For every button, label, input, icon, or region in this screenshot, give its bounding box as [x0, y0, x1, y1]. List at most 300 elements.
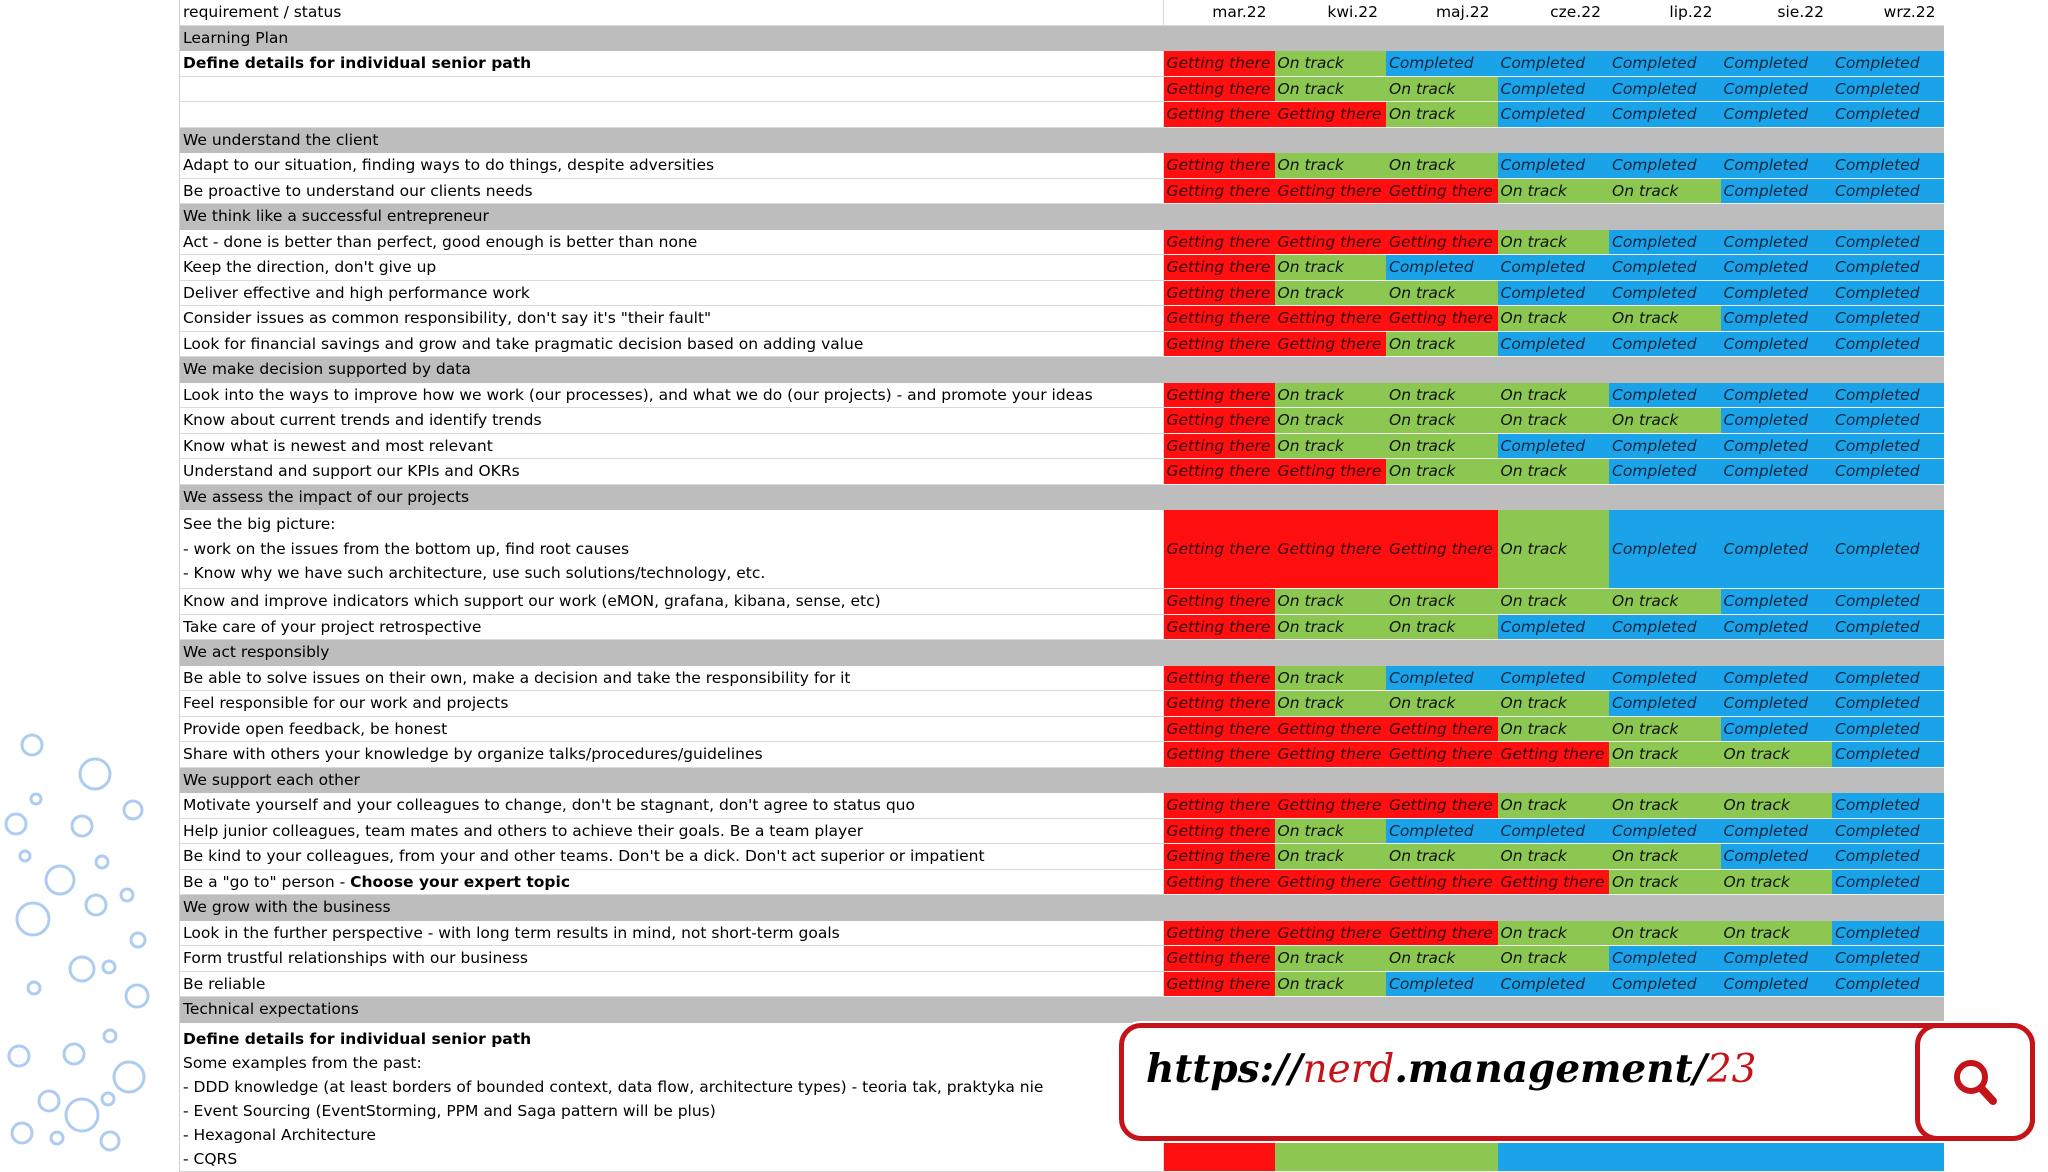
section-header-row [180, 25, 1944, 51]
status-cell: Completed [1498, 614, 1610, 640]
status-cell: Completed [1721, 589, 1833, 615]
table-row [180, 178, 1944, 204]
status-cell: Getting there [1163, 844, 1275, 870]
url-text[interactable] [1146, 1046, 1756, 1092]
section-title: We understand the client [180, 127, 1944, 153]
table-row [180, 306, 1944, 332]
status-cell: Completed [1498, 280, 1610, 306]
requirement-cell [180, 178, 1163, 204]
status-cell: On track [1498, 716, 1610, 742]
status-cell: On track [1609, 742, 1721, 768]
status-cell: On track [1498, 691, 1610, 717]
status-cell: Getting there [1386, 510, 1498, 589]
status-cell: On track [1498, 946, 1610, 972]
requirement-text: Deliver effective and high performance work [183, 283, 530, 302]
status-cell: Completed [1832, 229, 1944, 255]
requirement-cell [180, 102, 1163, 128]
status-cell: Getting there [1163, 971, 1275, 997]
status-cell: On track [1386, 153, 1498, 179]
status-cell: On track [1275, 255, 1387, 281]
status-cell: Getting there [1163, 946, 1275, 972]
status-cell: On track [1386, 433, 1498, 459]
table-row [180, 229, 1944, 255]
status-cell: Completed [1832, 946, 1944, 972]
status-cell: On track [1386, 331, 1498, 357]
requirement-cell [180, 691, 1163, 717]
status-cell: Completed [1832, 382, 1944, 408]
status-cell: On track [1498, 920, 1610, 946]
status-cell: On track [1275, 691, 1387, 717]
status-cell: Getting there [1275, 793, 1387, 819]
status-cell: On track [1275, 408, 1387, 434]
requirement-text: Consider issues as common responsibility, don't say it's "their fault" [183, 309, 712, 328]
status-cell: On track [1386, 946, 1498, 972]
status-cell: Getting there [1163, 229, 1275, 255]
month-header: mar.22 [1163, 0, 1275, 25]
requirement-cell [180, 742, 1163, 768]
requirement-cell [180, 229, 1163, 255]
status-cell: On track [1721, 742, 1833, 768]
requirement-text: Provide open feedback, be honest [183, 719, 448, 738]
requirement-cell [180, 716, 1163, 742]
table-row [180, 691, 1944, 717]
section-title: We think like a successful entrepreneur [180, 204, 1944, 230]
status-cell: Completed [1721, 510, 1833, 589]
status-cell: On track [1498, 844, 1610, 870]
status-cell: On track [1609, 869, 1721, 895]
status-cell: On track [1386, 614, 1498, 640]
requirement-cell [180, 331, 1163, 357]
status-cell: Getting there [1386, 306, 1498, 332]
status-cell: Getting there [1275, 716, 1387, 742]
table-row [180, 102, 1944, 128]
status-cell: Getting there [1163, 510, 1275, 589]
requirement-text: Look into the ways to improve how we work (our processes), and what we do (our projects) - and promote your ideas [183, 385, 1093, 404]
month-header: cze.22 [1498, 0, 1610, 25]
table-row [180, 716, 1944, 742]
table-row [180, 331, 1944, 357]
status-cell: Completed [1721, 691, 1833, 717]
requirement-text: Feel responsible for our work and projects [183, 694, 509, 713]
status-cell: On track [1386, 76, 1498, 102]
status-cell: Completed [1832, 510, 1944, 589]
status-cell: Completed [1609, 665, 1721, 691]
status-cell: On track [1386, 844, 1498, 870]
table-row [180, 971, 1944, 997]
status-cell: Completed [1609, 510, 1721, 589]
search-button[interactable] [1915, 1023, 2035, 1141]
status-cell: Getting there [1163, 459, 1275, 485]
status-cell: Completed [1721, 665, 1833, 691]
status-cell: Completed [1386, 665, 1498, 691]
table-row [180, 76, 1944, 102]
requirement-cell [180, 306, 1163, 332]
table-body [180, 0, 1944, 1171]
status-cell: On track [1498, 306, 1610, 332]
section-header-row [180, 127, 1944, 153]
table-row [180, 793, 1944, 819]
status-cell: Getting there [1163, 306, 1275, 332]
status-cell: Getting there [1163, 818, 1275, 844]
status-cell: On track [1498, 408, 1610, 434]
section-title: We assess the impact of our projects [180, 484, 1944, 510]
status-cell: On track [1609, 716, 1721, 742]
status-cell: Getting there [1386, 793, 1498, 819]
status-cell: On track [1275, 665, 1387, 691]
requirement-text: Be able to solve issues on their own, make a decision and take the responsibility for it [183, 668, 851, 687]
status-cell: Completed [1832, 408, 1944, 434]
status-cell: Getting there [1163, 331, 1275, 357]
status-cell: Getting there [1163, 153, 1275, 179]
status-cell: Getting there [1386, 920, 1498, 946]
bubbles-decoration [0, 720, 170, 1152]
status-cell: On track [1386, 102, 1498, 128]
status-cell: Completed [1832, 433, 1944, 459]
section-header-row [180, 895, 1944, 921]
status-cell: Getting there [1275, 920, 1387, 946]
status-cell: On track [1386, 382, 1498, 408]
status-cell: Getting there [1498, 869, 1610, 895]
requirement-cell [180, 51, 1163, 77]
status-cell: Completed [1609, 229, 1721, 255]
status-cell: Completed [1721, 382, 1833, 408]
status-cell: Getting there [1163, 793, 1275, 819]
status-cell: Completed [1386, 255, 1498, 281]
section-title: We support each other [180, 767, 1944, 793]
month-header: kwi.22 [1275, 0, 1387, 25]
status-cell: Completed [1832, 280, 1944, 306]
requirement-text: See the big picture: - work on the issues from the bottom up, find root causes - Know why we have such architecture, use such solutions/technology, etc. [183, 515, 766, 582]
status-cell: Completed [1721, 178, 1833, 204]
status-cell: Completed [1609, 280, 1721, 306]
status-cell: Completed [1832, 742, 1944, 768]
status-cell: Completed [1498, 76, 1610, 102]
section-header-row [180, 484, 1944, 510]
status-cell: Getting there [1163, 102, 1275, 128]
header-requirement-label: requirement / status [180, 0, 1163, 25]
table-row [180, 844, 1944, 870]
status-cell: Getting there [1163, 433, 1275, 459]
status-cell: Getting there [1275, 742, 1387, 768]
status-cell: Getting there [1163, 869, 1275, 895]
section-title: Technical expectations [180, 997, 1944, 1023]
status-cell: Completed [1721, 331, 1833, 357]
requirement-text: Form trustful relationships with our business [183, 949, 528, 968]
requirements-table [180, 0, 1944, 1172]
status-cell: Getting there [1275, 229, 1387, 255]
section-header-row [180, 357, 1944, 383]
status-cell: Getting there [1163, 76, 1275, 102]
requirement-cell [180, 614, 1163, 640]
status-spreadsheet [179, 0, 1936, 1172]
status-cell: Completed [1721, 102, 1833, 128]
status-cell: Completed [1498, 255, 1610, 281]
section-header-row [180, 640, 1944, 666]
status-cell: On track [1721, 920, 1833, 946]
status-cell: Getting there [1163, 255, 1275, 281]
status-cell: On track [1609, 306, 1721, 332]
month-header: maj.22 [1386, 0, 1498, 25]
status-cell: Completed [1609, 102, 1721, 128]
status-cell: Completed [1832, 665, 1944, 691]
status-cell: On track [1498, 793, 1610, 819]
status-cell: Completed [1609, 946, 1721, 972]
status-cell: Getting there [1163, 920, 1275, 946]
status-cell: Completed [1721, 971, 1833, 997]
status-cell: Getting there [1163, 51, 1275, 77]
section-title: We make decision supported by data [180, 357, 1944, 383]
requirement-cell [180, 459, 1163, 485]
status-cell: Completed [1721, 255, 1833, 281]
requirement-text: Help junior colleagues, team mates and others to achieve their goals. Be a team player [183, 821, 864, 840]
status-cell: Completed [1832, 793, 1944, 819]
requirement-text: Some examples from the past: - DDD knowledge (at least borders of bounded context, data flow, architecture types) - teoria tak, praktyka nie - Event Sourcing (EventStorming, PPM and Saga pattern will be plus) - Hexagonal Architecture - CQRS [183, 1053, 1044, 1168]
status-cell: On track [1386, 691, 1498, 717]
requirement-cell [180, 589, 1163, 615]
status-cell: Completed [1832, 691, 1944, 717]
table-row [180, 920, 1944, 946]
section-header-row [180, 204, 1944, 230]
table-row [180, 589, 1944, 615]
requirement-cell [180, 76, 1163, 102]
section-title: We grow with the business [180, 895, 1944, 921]
status-cell: Getting there [1163, 665, 1275, 691]
status-cell: Completed [1721, 844, 1833, 870]
status-cell: On track [1386, 280, 1498, 306]
table-row [180, 280, 1944, 306]
status-cell: Completed [1498, 433, 1610, 459]
status-cell: Completed [1609, 331, 1721, 357]
status-cell: Completed [1721, 946, 1833, 972]
status-cell: Completed [1609, 51, 1721, 77]
requirement-text: Keep the direction, don't give up [183, 258, 437, 277]
status-cell: Completed [1609, 971, 1721, 997]
status-cell: On track [1721, 869, 1833, 895]
header-row [180, 0, 1944, 25]
requirement-text: Be a "go to" person - [183, 872, 351, 891]
status-cell: On track [1386, 459, 1498, 485]
status-cell: On track [1386, 408, 1498, 434]
status-cell: Completed [1498, 665, 1610, 691]
status-cell: Completed [1721, 433, 1833, 459]
status-cell: Completed [1832, 76, 1944, 102]
status-cell: On track [1275, 153, 1387, 179]
status-cell: On track [1275, 946, 1387, 972]
status-cell: On track [1275, 614, 1387, 640]
table-row [180, 51, 1944, 77]
status-cell: On track [1275, 971, 1387, 997]
status-cell: On track [1498, 229, 1610, 255]
status-cell: Getting there [1163, 382, 1275, 408]
status-cell: Completed [1609, 153, 1721, 179]
status-cell: Completed [1609, 459, 1721, 485]
status-cell: Getting there [1386, 742, 1498, 768]
status-cell: On track [1498, 589, 1610, 615]
status-cell: On track [1609, 844, 1721, 870]
status-cell: On track [1275, 818, 1387, 844]
status-cell: Completed [1832, 716, 1944, 742]
status-cell: Getting there [1163, 589, 1275, 615]
requirement-bold-prefix: Define details for individual senior path [183, 1029, 532, 1048]
month-header: wrz.22 [1832, 0, 1944, 25]
status-cell: Getting there [1275, 331, 1387, 357]
requirement-text: Define details for individual senior path [183, 54, 532, 73]
status-cell: Getting there [1386, 229, 1498, 255]
status-cell: Getting there [1275, 178, 1387, 204]
status-cell: Completed [1721, 306, 1833, 332]
status-cell: Completed [1832, 920, 1944, 946]
status-cell: On track [1721, 793, 1833, 819]
status-cell: Completed [1721, 76, 1833, 102]
requirement-cell [180, 665, 1163, 691]
status-cell: Completed [1721, 229, 1833, 255]
requirement-cell [180, 510, 1163, 589]
status-cell: On track [1275, 382, 1387, 408]
status-cell: Completed [1721, 408, 1833, 434]
status-cell: On track [1498, 178, 1610, 204]
status-cell: Completed [1498, 331, 1610, 357]
requirement-cell [180, 946, 1163, 972]
status-cell: Completed [1721, 818, 1833, 844]
status-cell: On track [1275, 433, 1387, 459]
status-cell: Getting there [1275, 510, 1387, 589]
status-cell: Completed [1832, 844, 1944, 870]
status-cell: Completed [1832, 255, 1944, 281]
requirement-cell [180, 408, 1163, 434]
status-cell: Getting there [1163, 716, 1275, 742]
status-cell: Getting there [1275, 459, 1387, 485]
status-cell: Completed [1609, 614, 1721, 640]
url-prefix: https:// [1146, 1046, 1303, 1092]
requirement-text: Know what is newest and most relevant [183, 436, 493, 455]
status-cell: On track [1609, 589, 1721, 615]
requirement-text: Be reliable [183, 974, 266, 993]
status-cell: On track [1275, 51, 1387, 77]
url-accent: nerd [1302, 1047, 1395, 1092]
status-cell: Getting there [1275, 869, 1387, 895]
status-cell: Getting there [1386, 716, 1498, 742]
requirement-cell [180, 869, 1163, 895]
requirement-text: Be kind to your colleagues, from your and other teams. Don't be a dick. Don't act superior or impatient [183, 847, 985, 866]
status-cell: Completed [1832, 459, 1944, 485]
section-header-row [180, 997, 1944, 1023]
status-cell: Getting there [1275, 306, 1387, 332]
requirement-cell [180, 793, 1163, 819]
table-row [180, 433, 1944, 459]
status-cell: On track [1498, 459, 1610, 485]
section-title: We act responsibly [180, 640, 1944, 666]
status-cell: Completed [1609, 691, 1721, 717]
status-cell: Completed [1609, 433, 1721, 459]
section-header-row [180, 767, 1944, 793]
month-header: lip.22 [1609, 0, 1721, 25]
requirement-text: Look for financial savings and grow and take pragmatic decision based on adding value [183, 334, 864, 353]
status-cell: Completed [1832, 51, 1944, 77]
status-cell: On track [1275, 76, 1387, 102]
table-row [180, 153, 1944, 179]
table-row [180, 665, 1944, 691]
requirement-cell [180, 433, 1163, 459]
status-cell: Getting there [1163, 280, 1275, 306]
status-cell: Getting there [1163, 408, 1275, 434]
status-cell: Completed [1498, 51, 1610, 77]
status-cell: Getting there [1498, 742, 1610, 768]
status-cell: Completed [1721, 280, 1833, 306]
requirement-bold-suffix: Choose your expert topic [350, 872, 571, 891]
status-cell: Getting there [1386, 869, 1498, 895]
status-cell: Getting there [1275, 102, 1387, 128]
status-cell: Completed [1832, 818, 1944, 844]
section-title: Learning Plan [180, 25, 1944, 51]
status-cell: Completed [1832, 589, 1944, 615]
table-row [180, 255, 1944, 281]
status-cell: Getting there [1163, 178, 1275, 204]
table-row [180, 869, 1944, 895]
status-cell: Completed [1386, 818, 1498, 844]
status-cell: On track [1609, 793, 1721, 819]
requirement-text: Take care of your project retrospective [183, 617, 482, 636]
url-search-bar[interactable] [1119, 1023, 2035, 1141]
requirement-cell [180, 1022, 1163, 1171]
search-icon [1947, 1054, 2003, 1110]
status-cell: Getting there [1163, 691, 1275, 717]
status-cell: On track [1609, 408, 1721, 434]
requirement-text: Understand and support our KPIs and OKRs [183, 462, 520, 481]
status-cell: Getting there [1163, 742, 1275, 768]
status-cell: On track [1275, 589, 1387, 615]
requirement-cell [180, 971, 1163, 997]
status-cell: Completed [1832, 869, 1944, 895]
status-cell: Completed [1498, 153, 1610, 179]
table-row [180, 818, 1944, 844]
status-cell: Completed [1609, 382, 1721, 408]
table-row [180, 946, 1944, 972]
status-cell: On track [1386, 589, 1498, 615]
requirement-cell [180, 818, 1163, 844]
table-row [180, 382, 1944, 408]
status-cell: Completed [1498, 971, 1610, 997]
status-cell: On track [1498, 382, 1610, 408]
requirement-text: Know and improve indicators which support our work (eMON, grafana, kibana, sense, etc) [183, 592, 881, 611]
requirement-cell [180, 153, 1163, 179]
status-cell: On track [1275, 844, 1387, 870]
status-cell: Completed [1832, 614, 1944, 640]
status-cell: Completed [1609, 76, 1721, 102]
status-cell: Completed [1832, 331, 1944, 357]
status-cell: On track [1275, 280, 1387, 306]
status-cell: Completed [1721, 51, 1833, 77]
requirement-cell [180, 255, 1163, 281]
table-row [180, 510, 1944, 589]
requirement-text: Look in the further perspective - with long term results in mind, not short-term goals [183, 923, 840, 942]
requirement-text: Act - done is better than perfect, good enough is better than none [183, 232, 698, 251]
status-cell: On track [1609, 920, 1721, 946]
status-cell: Completed [1721, 459, 1833, 485]
status-cell: Completed [1832, 153, 1944, 179]
url-suffix: 23 [1706, 1047, 1757, 1092]
status-cell: Completed [1498, 818, 1610, 844]
status-cell: Completed [1832, 102, 1944, 128]
requirement-text: Know about current trends and identify trends [183, 411, 542, 430]
status-cell: Completed [1609, 818, 1721, 844]
status-cell: Completed [1386, 51, 1498, 77]
requirement-cell [180, 920, 1163, 946]
table-row [180, 459, 1944, 485]
requirement-cell [180, 382, 1163, 408]
status-cell: Completed [1832, 306, 1944, 332]
status-cell: Completed [1721, 716, 1833, 742]
table-row [180, 614, 1944, 640]
